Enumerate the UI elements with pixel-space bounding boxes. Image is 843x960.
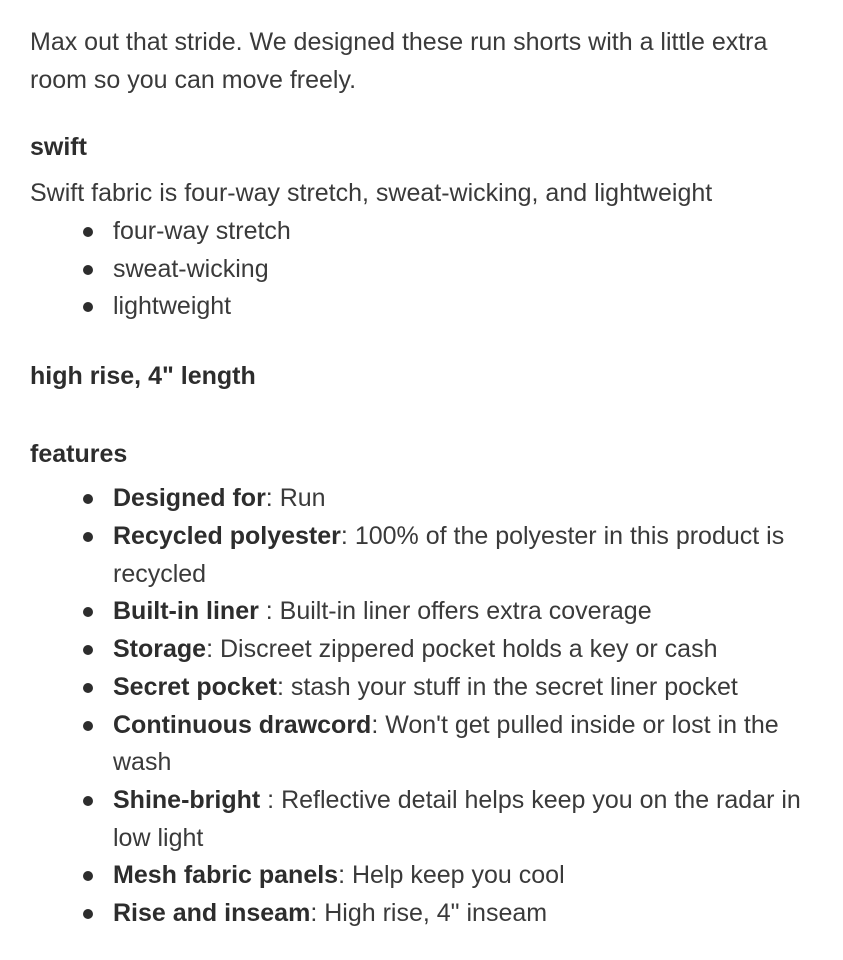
feature-separator: : bbox=[276, 672, 291, 701]
feature-description: Reflective detail helps keep you on the radar in low light bbox=[113, 785, 801, 852]
intro-text: Max out that stride. We designed these run shorts with a little extra room so you can move freely. bbox=[30, 28, 768, 94]
feature-description: Discreet zippered pocket holds a key or cash bbox=[220, 635, 718, 664]
bullet-icon bbox=[83, 683, 93, 693]
feature-separator: : bbox=[206, 635, 220, 664]
list-item bbox=[113, 480, 815, 518]
feature-separator: : bbox=[265, 484, 280, 513]
list-item bbox=[113, 669, 815, 707]
feature-description: Built-in liner offers extra coverage bbox=[279, 597, 652, 626]
feature-term: Recycled polyester bbox=[113, 522, 341, 551]
feature-term: Shine-bright bbox=[113, 785, 261, 814]
bullet-icon bbox=[83, 265, 93, 275]
feature-description: High rise, 4" inseam bbox=[324, 899, 548, 928]
list-item bbox=[113, 213, 815, 251]
bullet-icon bbox=[83, 909, 93, 919]
bullet-icon bbox=[83, 871, 93, 881]
feature-term: Secret pocket bbox=[113, 672, 277, 701]
feature-description: Run bbox=[279, 484, 326, 513]
feature-term: Continuous drawcord bbox=[113, 710, 372, 739]
feature-description: Won't get pulled inside or lost in the wash bbox=[113, 710, 779, 777]
list-item bbox=[113, 895, 815, 933]
list-item bbox=[113, 631, 815, 669]
fabric-description: Swift fabric is four-way stretch, sweat-wicking, and lightweight bbox=[30, 179, 713, 208]
bullet-icon bbox=[83, 227, 93, 237]
feature-separator: : bbox=[310, 899, 325, 928]
feature-separator: : bbox=[338, 861, 352, 890]
list-item bbox=[113, 707, 815, 782]
features-heading: features bbox=[30, 439, 128, 468]
list-item bbox=[113, 288, 815, 326]
feature-separator: : bbox=[258, 597, 280, 626]
feature-term: Rise and inseam bbox=[113, 899, 311, 928]
feature-separator: : bbox=[340, 522, 355, 551]
fabric-bullet-text: four-way stretch bbox=[113, 216, 291, 245]
bullet-icon bbox=[83, 645, 93, 655]
fabric-bullet-text: lightweight bbox=[113, 292, 232, 321]
feature-term: Storage bbox=[113, 635, 207, 664]
feature-separator: : bbox=[260, 785, 282, 814]
features-list bbox=[30, 480, 815, 932]
fabric-bullet-list bbox=[30, 213, 815, 326]
feature-description: Help keep you cool bbox=[351, 861, 565, 890]
list-item bbox=[113, 782, 815, 857]
bullet-icon bbox=[83, 302, 93, 312]
fabric-bullet-text: sweat-wicking bbox=[113, 254, 269, 283]
feature-term: Built-in liner bbox=[113, 597, 259, 626]
feature-term: Mesh fabric panels bbox=[113, 861, 339, 890]
fabric-heading: swift bbox=[30, 133, 87, 162]
feature-description: stash your stuff in the secret liner pocket bbox=[290, 672, 738, 701]
fit-heading: high rise, 4" length bbox=[30, 361, 256, 390]
bullet-icon bbox=[83, 494, 93, 504]
list-item bbox=[113, 857, 815, 895]
list-item bbox=[113, 593, 815, 631]
bullet-icon bbox=[83, 796, 93, 806]
list-item bbox=[113, 251, 815, 289]
feature-description: 100% of the polyester in this product is recycled bbox=[113, 522, 785, 588]
list-item bbox=[113, 518, 815, 593]
bullet-icon bbox=[83, 607, 93, 617]
feature-term: Designed for bbox=[113, 484, 266, 513]
bullet-icon bbox=[83, 532, 93, 542]
feature-separator: : bbox=[371, 710, 386, 739]
bullet-icon bbox=[83, 721, 93, 731]
